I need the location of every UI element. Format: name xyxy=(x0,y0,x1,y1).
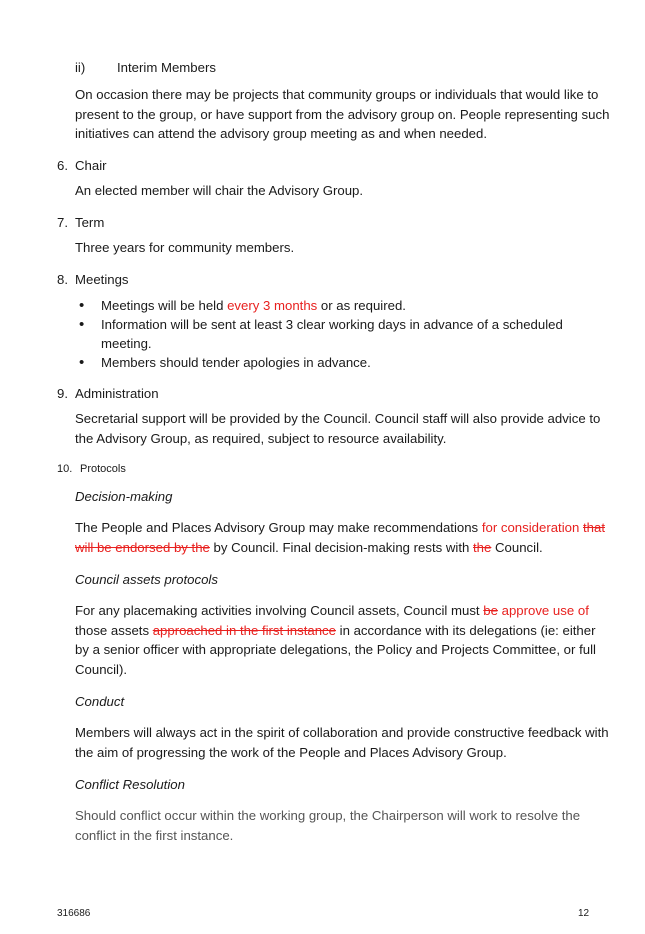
subsection-label: ii) xyxy=(75,60,86,75)
list-item: • Members should tender apologies in advance. xyxy=(75,353,575,372)
revision-insertion: every 3 months xyxy=(227,298,318,313)
conflict-resolution-body: Should conflict occur within the working group, the Chairperson will work to resolve the conflict in the first instance. xyxy=(75,808,581,843)
meetings-list xyxy=(75,296,575,372)
conduct-body: Members will always act in the spirit of collaboration and provide constructive feedback with the aim of progressing the work of the People and Places Advisory Group. xyxy=(75,725,609,760)
section-number: 7. xyxy=(57,215,68,230)
section-heading-chair: Chair xyxy=(75,158,107,173)
subheading-council-assets: Council assets protocols xyxy=(75,572,218,587)
section-heading-meetings: Meetings xyxy=(75,272,129,287)
subheading-conduct: Conduct xyxy=(75,694,125,709)
chair-body: An elected member will chair the Advisory Group. xyxy=(75,183,364,198)
section-number: 6. xyxy=(57,158,68,173)
subheading-decision-making: Decision-making xyxy=(75,489,173,504)
administration-body: Secretarial support will be provided by the Council. Council staff will also provide advice to the Advisory Group, as required, subject to resource availability. xyxy=(75,411,601,446)
decision-making-body: The People and Places Advisory Group may make recommendations for consideration that will be endorsed by the by Council. Final decision-making rests with the Council. xyxy=(75,520,605,555)
revision-deletion: be xyxy=(483,603,498,618)
revision-deletion: approached in the first instance xyxy=(152,622,336,638)
subsection-title: Interim Members xyxy=(117,60,216,75)
interim-members-body: On occasion there may be projects that community groups or individuals that would like to present to the group, or have support from the advisory group on. People representing such initiatives can attend the advisory group meeting as and when needed. xyxy=(75,87,610,141)
subheading-conflict-resolution: Conflict Resolution xyxy=(75,777,185,792)
council-assets-body: For any placemaking activities involving Council assets, Council must be approve use of those assets approached in the first instance in accordance with its delegations (ie: either by a senior officer with appropriate delegations, the Policy and Projects Committee, or full Council). xyxy=(75,603,596,677)
section-heading-administration: Administration xyxy=(75,386,159,401)
section-number: 9. xyxy=(57,386,68,401)
revision-deletion: that will be endorsed by the xyxy=(75,520,605,555)
term-body: Three years for community members. xyxy=(75,240,295,255)
section-number: 8. xyxy=(57,272,68,287)
section-heading-term: Term xyxy=(75,215,105,230)
revision-insertion: for consideration xyxy=(481,520,580,535)
section-number: 10. xyxy=(57,463,73,475)
list-item: • Meetings will be held every 3 months or as required. xyxy=(75,296,575,315)
list-item: • Information will be sent at least 3 clear working days in advance of a scheduled meeting. xyxy=(75,315,575,353)
revision-deletion: the xyxy=(473,539,492,555)
section-heading-protocols: Protocols xyxy=(80,463,126,475)
footer-page-number: 12 xyxy=(578,908,590,919)
revision-insertion: approve use of xyxy=(501,603,589,618)
footer-document-id: 316686 xyxy=(57,908,91,919)
